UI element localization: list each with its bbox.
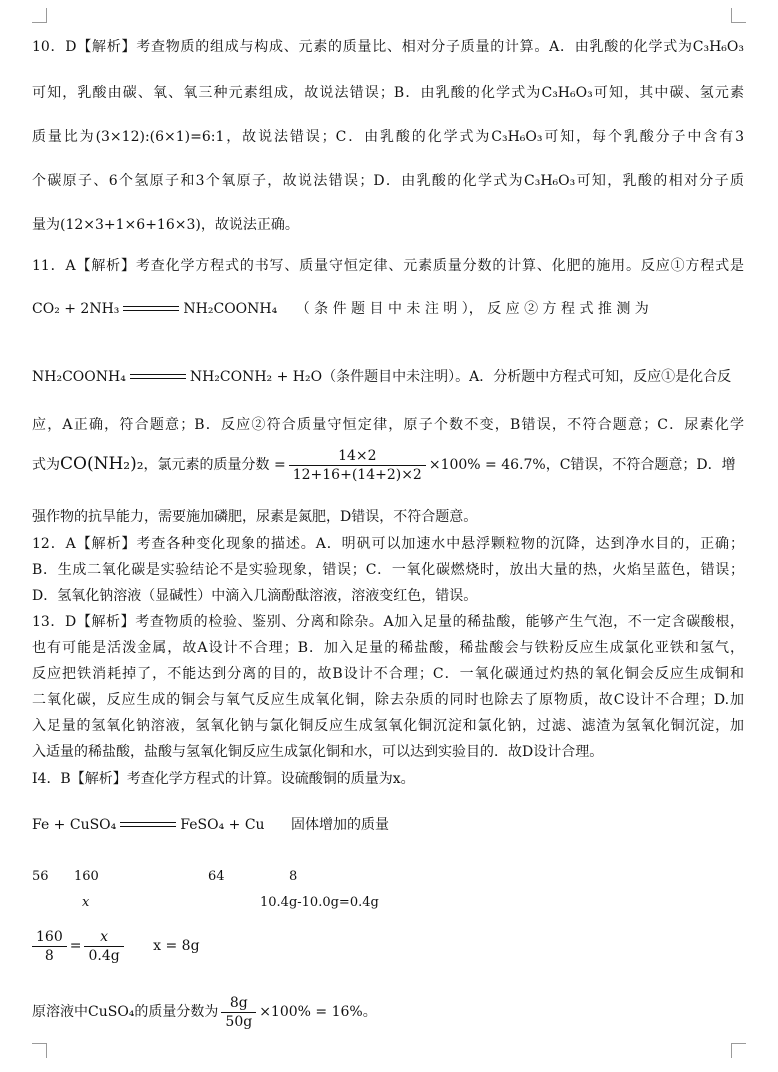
reaction-2-reactant: NH₂COONH₄ [32, 369, 126, 385]
crop-mark-bottom-right [731, 1043, 746, 1058]
urea-formula: CO(NH₂)₂ [60, 454, 144, 474]
reaction-2-equation [32, 366, 744, 388]
fraction-denominator: 50g [225, 1013, 253, 1030]
final-answer [32, 992, 744, 1032]
answer-10-line-2: 可知，乳酸由碳、氧、氧三种元素组成，故说法错误；B．由乳酸的化学式为C₃H₆O₃可知，其中碳、氢元素 [32, 85, 744, 101]
answer-11-line-1: 11．A【解析】考查化学方程式的书写、质量守恒定律、元素质量分数的计算、化肥的施用。反应①方程式是 [32, 258, 744, 274]
equation-equals-sign [120, 818, 176, 832]
reaction-1-reactants: CO₂ + 2NH₃ [32, 301, 120, 317]
reaction-1-product: NH₂COONH₄ [183, 301, 278, 317]
answer-12-line-3: D．氢氧化钠溶液（显碱性）中滴入几滴酚酞溶液，溶液变红色，错误。 [32, 588, 478, 604]
equals: = [69, 938, 82, 954]
crop-mark-top-left [32, 8, 47, 23]
answer-10-line-3: 质量比为(3×12):(6×1)=6:1，故说法错误；C．由乳酸的化学式为C₃H₆O₃可知，每个乳酸分子中含有3 [32, 129, 744, 145]
answer-10-line-5: 量为(12×3+1×6+16×3)，故说法正确。 [32, 217, 299, 233]
answer-13-line-1: 13．D【解析】考查物质的检验、鉴别、分离和除杂。A加入足量的稀盐酸，能够产生气泡，不一定含碳酸根， [32, 614, 744, 630]
text-suffix: ×100% = 46.7%，C错误，不符合题意；D．增 [428, 457, 736, 473]
mass-increase-label: 固体增加的质量 [291, 817, 390, 833]
answer-11-line-6: 强作物的抗旱能力，需要施加磷肥，尿素是氮肥，D错误，不符合题意。 [32, 509, 478, 525]
answer-13-line-2: 也有可能是活泼金属，故A设计不合理；B．加入足量的稀盐酸，稀盐酸会与铁粉反应生成氯化亚铁和氢气， [32, 640, 744, 656]
answer-11-line-4: 应，A正确，符合题意；B．反应②符合质量守恒定律，原子个数不变，B错误，不符合题意；C．尿素化学 [32, 417, 744, 433]
reaction-3-products: FeSO₄ + Cu [180, 817, 265, 833]
fraction-numerator: x [84, 928, 123, 947]
answer-13-line-3: 反应把铁消耗掉了，不能达到分离的目的，故B设计不合理；C．一氧化碳通过灼热的氧化铜会反应生成铜和 [32, 666, 744, 682]
answer-10-line-1: 10．D【解析】考查物质的组成与构成、元素的质量比、相对分子质量的计算。A．由乳酸的化学式为C₃H₆O₃ [32, 39, 744, 55]
reaction-1-note: （ 条 件 题 目 中 未 注 明 ）， 反 应 ② 方 程 式 推 测 为 [295, 301, 649, 317]
crop-mark-bottom-left [32, 1043, 47, 1058]
equation-equals-sign [130, 370, 186, 384]
molar-mass-cu: 64 [208, 869, 225, 884]
proportion-result: x = 8g [153, 938, 200, 954]
fraction-denominator: 12+16+(14+2)×2 [292, 466, 422, 483]
answer-12-line-1: 12．A【解析】考查各种变化现象的描述。A．明矾可以加速水中悬浮颗粒物的沉降，达到净水目的，正确； [32, 536, 744, 552]
mass-increase-ratio: 8 [289, 869, 298, 884]
answer-12-line-2: B．生成二氧化碳是实验结论不是实验现象，错误；C．一氧化碳燃烧时，放出大量的热，火焰呈蓝色，错误； [32, 562, 744, 578]
reaction-2-note: （条件题目中未注明）。A．分析题中方程式可知，反应①是化合反 [322, 369, 732, 385]
mass-fraction [289, 447, 426, 484]
proportion-left [32, 928, 67, 965]
molar-mass-fe: 56 [32, 869, 49, 884]
reaction-2-products: NH₂CONH₂ + H₂O [189, 369, 323, 385]
reaction-3-equation [32, 814, 744, 836]
answer-10-line-4: 个碳原子、6个氢原子和3个氧原子，故说法错误；D．由乳酸的化学式为C₃H₆O₃可知，乳酸的相对分子质 [32, 173, 744, 189]
fraction-denominator: 8 [44, 947, 54, 964]
text-mid: ，氯元素的质量分数 = [143, 457, 286, 473]
fraction-numerator: 160 [32, 928, 67, 947]
answer-14-line-1: I4．B【解析】考查化学方程式的计算。设硫酸铜的质量为x。 [32, 771, 415, 787]
reaction-3-reactants: Fe + CuSO₄ [32, 817, 117, 833]
fraction-numerator: 8g [221, 994, 256, 1013]
actual-mass-increase: 10.4g-10.0g=0.4g [260, 895, 379, 910]
answer-13-line-5: 入足量的氢氧化钠溶液，氢氧化钠与氯化铜反应生成氢氧化铜沉淀和氯化钠，过滤、滤渣为氢氧化铜沉淀，加 [32, 718, 744, 734]
answer-13-line-4: 二氧化碳，反应生成的铜会与氧气反应生成氧化铜，除去杂质的同时也除去了原物质，故C设计不合理；D.加 [32, 692, 744, 708]
unknown-x: x [82, 895, 90, 910]
equation-equals-sign [123, 302, 179, 316]
final-suffix: ×100% = 16%。 [259, 1004, 377, 1020]
proportion-equation [32, 926, 744, 966]
answer-13-line-6: 入适量的稀盐酸，盐酸与氢氧化铜反应生成氯化铜和水，可以达到实验目的．故D设计合理。 [32, 744, 604, 760]
fraction-numerator: 14×2 [289, 447, 426, 466]
proportion-right [84, 928, 123, 965]
reaction-1-equation [32, 298, 744, 320]
final-fraction [221, 994, 256, 1031]
final-prefix: 原溶液中CuSO₄的质量分数为 [32, 1004, 219, 1020]
molar-mass-cuso4: 160 [74, 869, 99, 884]
crop-mark-top-right [731, 8, 746, 23]
answer-11-line-5 [32, 446, 744, 484]
text-prefix: 式为 [32, 457, 60, 473]
fraction-denominator: 0.4g [88, 947, 120, 964]
